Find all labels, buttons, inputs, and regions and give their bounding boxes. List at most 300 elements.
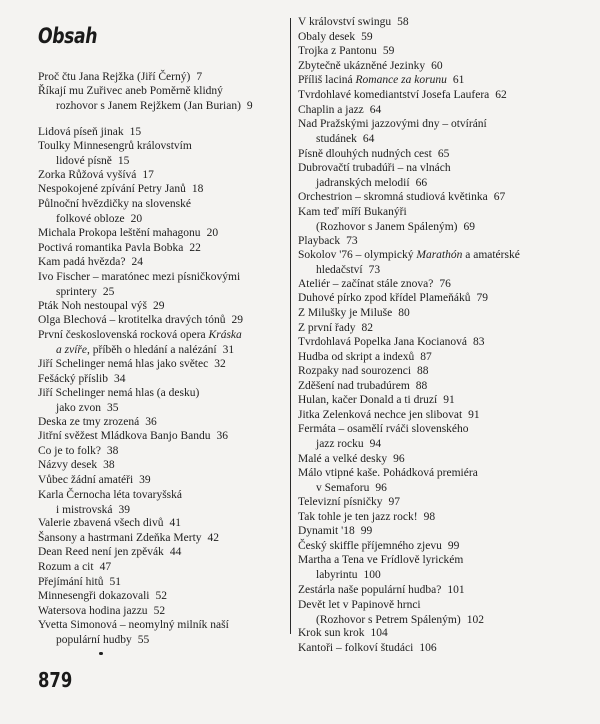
- toc-page-number: 9: [246, 99, 253, 112]
- toc-page-number: 82: [361, 322, 373, 334]
- toc-entry-title: Málo vtipné kaše. Pohádková premiéra: [298, 467, 478, 479]
- toc-page-number: 104: [370, 627, 388, 639]
- toc-entry: [38, 415, 288, 430]
- toc-entry-title: Hulan, kačer Donald a ti druzí: [298, 394, 438, 406]
- toc-entry-title: Watersova hodina jazzu: [38, 605, 148, 617]
- toc-entry-title: Ateliér – začínat stále znova?: [298, 278, 434, 290]
- toc-entry-line: [38, 270, 288, 285]
- toc-entry: [38, 226, 288, 241]
- toc-entry-line: [298, 481, 578, 496]
- toc-entry-line: [298, 277, 578, 292]
- toc-entry-line: [38, 618, 288, 633]
- toc-entry-line: [298, 568, 578, 583]
- toc-page-number: 96: [375, 481, 387, 494]
- toc-page-number: 29: [152, 300, 165, 312]
- toc-entry-line: [298, 539, 578, 554]
- toc-entry: [38, 197, 288, 226]
- toc-entry-title: V království swingu: [298, 16, 392, 28]
- toc-entry-title: Tak tohle je ten jazz rock!: [298, 511, 418, 523]
- toc-entry: [38, 473, 288, 488]
- toc-entry-line: [38, 197, 288, 212]
- toc-entry-title: Co je to folk?: [38, 445, 101, 457]
- toc-entry-line: [38, 473, 288, 488]
- toc-entry-line: [298, 132, 578, 147]
- toc-entry: [38, 255, 288, 270]
- toc-entry-line: [38, 444, 288, 459]
- toc-page-number: 60: [431, 60, 443, 72]
- toc-entry: [298, 641, 578, 656]
- toc-entry-line: [38, 168, 288, 183]
- toc-page-number: 102: [466, 613, 484, 626]
- toc-entry: [38, 299, 288, 314]
- toc-page-number: 18: [191, 183, 204, 195]
- toc-page-number: 99: [447, 540, 460, 552]
- toc-entry-title: Toulky Minnesengrů královstvím: [38, 140, 192, 152]
- toc-entry-title: Nespokojené zpívání Petry Janů: [38, 183, 186, 195]
- toc-entry: [38, 516, 288, 531]
- toc-entry-line: [298, 364, 578, 379]
- toc-entry-title: Písně dlouhých nudných cest: [298, 148, 432, 160]
- toc-entry-line: [298, 117, 578, 132]
- toc-entry-line: [298, 626, 578, 641]
- toc-entry: [38, 429, 288, 444]
- toc-page-number: 36: [216, 430, 228, 442]
- toc-entry-line: [298, 598, 578, 613]
- toc-entry: [298, 277, 578, 292]
- toc-entry: [38, 328, 288, 357]
- toc-entry: [298, 30, 578, 45]
- toc-entry-line: [38, 488, 288, 503]
- toc-page-number: 7: [196, 71, 203, 83]
- toc-entry-title: Sokolov '76 – olympický: [298, 249, 417, 261]
- toc-entry: [38, 444, 288, 459]
- toc-entry-title: Příliš laciná: [298, 74, 356, 86]
- toc-entry-line: [38, 255, 288, 270]
- toc-entry-title: Olga Blechová – krotitelka dravých tónů: [38, 314, 226, 326]
- toc-entry-title: Trojka z Pantonu: [298, 45, 377, 57]
- toc-entry-line: [38, 343, 288, 358]
- toc-entry-line: [38, 401, 288, 416]
- toc-entry-line: [38, 241, 288, 256]
- toc-entry-title: , příběh o hledání a nalézání: [86, 343, 217, 356]
- page-heading: Obsah: [38, 24, 98, 48]
- toc-entry: [298, 510, 578, 525]
- toc-page-number: 66: [415, 176, 428, 189]
- toc-entry-line: [298, 220, 578, 235]
- toc-entry-line: [298, 30, 578, 45]
- toc-page-number: 80: [398, 307, 410, 319]
- toc-entry-title: Minnesengři dokazovali: [38, 590, 150, 602]
- toc-entry-line: [38, 531, 288, 546]
- toc-entry-line: [298, 379, 578, 394]
- toc-page-number: 87: [420, 351, 432, 363]
- toc-entry-line: [298, 15, 578, 30]
- toc-entry-line: [38, 212, 288, 227]
- toc-page-number: 29: [231, 314, 243, 326]
- toc-entry: [298, 583, 578, 598]
- toc-entry-title: i mistrovská: [56, 503, 113, 516]
- toc-entry-title: Rozum a cit: [38, 561, 94, 573]
- toc-page-number: 51: [109, 576, 121, 588]
- toc-entry-title: rozhovor s Janem Rejžkem (Jan Burian): [56, 99, 241, 112]
- toc-entry-line: [38, 357, 288, 372]
- toc-page-number: 76: [439, 278, 451, 290]
- toc-entry-line: [38, 458, 288, 473]
- toc-entry: [298, 306, 578, 321]
- toc-entry-line: [38, 560, 288, 575]
- toc-page-number: 24: [131, 256, 143, 268]
- toc-entry-line: [38, 154, 288, 169]
- toc-entry-line: [38, 84, 288, 99]
- toc-page-number: 38: [103, 459, 115, 471]
- toc-entry-line: [298, 335, 578, 350]
- toc-page-number: 97: [388, 496, 400, 508]
- toc-page-number: 83: [472, 336, 485, 348]
- toc-entry: [38, 70, 288, 85]
- toc-entry: [298, 422, 578, 451]
- toc-entry: [38, 372, 288, 387]
- toc-entry-line: [38, 575, 288, 590]
- toc-page-number: 101: [447, 584, 465, 596]
- toc-entry: [298, 103, 578, 118]
- toc-entry-line: [298, 495, 578, 510]
- toc-entry-title: Tvrdohlavé komediantství Josefa Laufera: [298, 89, 490, 101]
- toc-entry-title: Obaly desek: [298, 31, 356, 43]
- toc-entry-title: Kam padá hvězda?: [38, 256, 126, 268]
- toc-entry-line: [298, 291, 578, 306]
- toc-entry-title: Karla Černocha léta tovaryšská: [38, 489, 183, 501]
- toc-entry-line: [38, 125, 288, 140]
- toc-entry: [38, 531, 288, 546]
- toc-entry-title: Jitřní svěžest Mládkova Banjo Bandu: [38, 430, 211, 442]
- toc-entry-title: Šansony a hastrmani Zdeňka Merty: [38, 532, 202, 544]
- toc-entry: [298, 190, 578, 205]
- toc-entry-title: Proč čtu Jana Rejžka (Jiří Černý): [38, 71, 191, 83]
- toc-entry-title: Televizní písničky: [298, 496, 383, 508]
- toc-entry-line: [298, 190, 578, 205]
- toc-page-number: 39: [118, 503, 131, 516]
- toc-entry-title: Malé a velké desky: [298, 453, 388, 465]
- toc-page-number: 55: [137, 633, 150, 646]
- toc-entry-line: [298, 205, 578, 220]
- toc-entry-title: Dynamit '18: [298, 525, 355, 537]
- toc-entry-line: [38, 545, 288, 560]
- toc-entry-line: [298, 73, 578, 88]
- toc-entry-title: Ivo Fischer – maratónec mezi písničkovými: [38, 271, 241, 283]
- toc-entry: [298, 364, 578, 379]
- toc-entry-line: [298, 510, 578, 525]
- toc-entry-line: [298, 248, 578, 263]
- toc-entry-title: Michala Prokopa leštění mahagonu: [38, 227, 201, 239]
- toc-entry: [38, 125, 288, 140]
- toc-page-number: 58: [397, 16, 409, 28]
- toc-entry: [298, 88, 578, 103]
- toc-entry-line: [298, 524, 578, 539]
- toc-page-number: 25: [102, 285, 115, 298]
- toc-page-number: 98: [423, 511, 436, 523]
- toc-page-number: 88: [417, 365, 429, 377]
- toc-entry-line: [298, 437, 578, 452]
- toc-entry-title: hledačství: [316, 263, 363, 276]
- toc-page-number: 99: [360, 525, 373, 537]
- toc-page-number: 94: [369, 437, 382, 450]
- column-divider: [290, 18, 291, 634]
- toc-entry: [38, 84, 288, 113]
- toc-entry-title: Krok sun krok: [298, 627, 365, 639]
- toc-entry: [38, 386, 288, 415]
- toc-entry-title: jazz rocku: [316, 437, 364, 450]
- toc-entry: [38, 139, 288, 168]
- toc-entry: [298, 393, 578, 408]
- toc-entry-line: [38, 516, 288, 531]
- toc-entry-title: Fešácký příslib: [38, 373, 108, 385]
- toc-entry-italic: a zvíře: [56, 343, 87, 356]
- toc-page-number: 106: [419, 642, 437, 654]
- toc-entry-line: [298, 641, 578, 656]
- toc-entry: [38, 458, 288, 473]
- toc-entry-title: studánek: [316, 132, 357, 145]
- toc-entry-line: [298, 350, 578, 365]
- toc-entry: [298, 495, 578, 510]
- toc-entry-title: Chaplin a jazz: [298, 104, 364, 116]
- toc-page-number: 73: [368, 263, 381, 276]
- toc-entry-line: [38, 429, 288, 444]
- toc-entry-line: [298, 234, 578, 249]
- toc-entry-title: Dean Reed není jen zpěvák: [38, 546, 164, 558]
- toc-page-number: 20: [206, 227, 219, 239]
- toc-entry-title: Zorka Růžová vyšívá: [38, 169, 137, 181]
- toc-entry-title: Martha a Tena ve Frídlově lyrickém: [298, 554, 464, 566]
- toc-entry-line: [298, 176, 578, 191]
- toc-entry-line: [298, 613, 578, 628]
- toc-entry-title: Půlnoční hvězdičky na slovenské: [38, 198, 191, 210]
- toc-entry-title: sprintery: [56, 285, 97, 298]
- toc-page-number: 42: [207, 532, 220, 544]
- toc-page-number: 47: [99, 561, 112, 573]
- toc-page-number: 52: [155, 590, 167, 602]
- toc-page-number: 91: [443, 394, 455, 406]
- toc-entry-line: [298, 452, 578, 467]
- toc-entry-title: Duhové pírko zpod křídel Plameňáků: [298, 292, 471, 304]
- toc-entry-line: [298, 59, 578, 74]
- toc-entry-title: Jiří Schelinger nemá hlas (a desku): [38, 387, 200, 399]
- toc-entry-title: jako zvon: [56, 401, 102, 414]
- toc-entry-title: Valerie zbavená všech divů: [38, 517, 164, 529]
- toc-page-number: 15: [117, 154, 130, 167]
- toc-entry: [298, 524, 578, 539]
- toc-entry: [298, 205, 578, 234]
- toc-page-number: 69: [463, 220, 475, 233]
- toc-entry-italic: Kráska: [208, 329, 242, 341]
- toc-entry-line: [38, 285, 288, 300]
- toc-entry-line: [38, 604, 288, 619]
- toc-entry-line: [298, 306, 578, 321]
- toc-page-number: 39: [139, 474, 151, 486]
- toc-page-number: 65: [437, 148, 450, 160]
- toc-entry: [298, 248, 578, 277]
- toc-entry: [38, 545, 288, 560]
- toc-entry: [38, 618, 288, 647]
- toc-entry-line: [298, 161, 578, 176]
- toc-entry: [298, 553, 578, 582]
- toc-page-number: 88: [415, 380, 428, 392]
- toc-entry-line: [38, 139, 288, 154]
- toc-entry: [298, 350, 578, 365]
- toc-entry-title: Tvrdohlavá Popelka Jana Kocianová: [298, 336, 467, 348]
- toc-entry-title: Devět let v Papinově hrnci: [298, 599, 421, 611]
- toc-entry-title: Kantoři – folkoví študáci: [298, 642, 414, 654]
- toc-entry-line: [38, 299, 288, 314]
- toc-entry-line: [38, 386, 288, 401]
- toc-page-number: 96: [393, 453, 405, 465]
- toc-entry-line: [298, 103, 578, 118]
- toc-entry-title: Říkají mu Zuřivec aneb Poměrně klidný: [38, 85, 223, 97]
- toc-entry-title: Playback: [298, 235, 341, 247]
- toc-entry-title: a amatérské: [462, 249, 520, 261]
- toc-entry-title: labyrintu: [316, 568, 358, 581]
- toc-entry: [38, 575, 288, 590]
- toc-entry-line: [38, 99, 288, 114]
- toc-page-number: 36: [145, 416, 157, 428]
- toc-entry-title: lidové písně: [56, 154, 112, 167]
- toc-entry-line: [298, 393, 578, 408]
- toc-entry-title: Jiří Schelinger nemá hlas jako světec: [38, 358, 209, 370]
- toc-entry-title: Zbytečně ukázněné Jezinky: [298, 60, 426, 72]
- toc-entry: [298, 452, 578, 467]
- toc-entry-line: [298, 583, 578, 598]
- toc-entry-line: [38, 503, 288, 518]
- toc-page-number: 64: [362, 132, 375, 145]
- toc-entry: [38, 357, 288, 372]
- toc-page-number: 32: [214, 358, 226, 370]
- toc-entry-title: jadranských melodií: [316, 176, 410, 189]
- toc-entry: [298, 466, 578, 495]
- toc-entry-line: [38, 182, 288, 197]
- toc-entry-line: [38, 70, 288, 85]
- toc-entry-title: Český skiffle příjemného zjevu: [298, 540, 442, 552]
- toc-entry-line: [38, 313, 288, 328]
- toc-entry: [298, 626, 578, 641]
- toc-entry-title: Kam teď míří Bukanýři: [298, 206, 407, 218]
- toc-page-number: 31: [222, 343, 235, 356]
- toc-page-number: 35: [107, 401, 119, 414]
- toc-entry-line: [298, 321, 578, 336]
- toc-entry-line: [298, 147, 578, 162]
- toc-entry-title: populární hudby: [56, 633, 132, 646]
- toc-entry: [298, 44, 578, 59]
- toc-entry-line: [298, 263, 578, 278]
- toc-entry: [38, 241, 288, 256]
- toc-entry-title: Fermáta – osamělí rváči slovenského: [298, 423, 469, 435]
- toc-entry-title: Vůbec žádní amatéři: [38, 474, 134, 486]
- toc-entry: [298, 335, 578, 350]
- toc-page-number: 91: [468, 409, 480, 421]
- toc-entry-title: (Rozhovor s Janem Spáleným): [316, 220, 458, 233]
- toc-page-number: 15: [129, 126, 142, 138]
- toc-entry: [38, 589, 288, 604]
- toc-page-number: 73: [346, 235, 358, 247]
- toc-entry: [298, 147, 578, 162]
- toc-page-number: 44: [169, 546, 182, 558]
- toc-entry-title: Rozpaky nad sourozenci: [298, 365, 412, 377]
- toc-page-number: 41: [169, 517, 181, 529]
- toc-entry-title: Dubrovačtí trubadúři – na vlnách: [298, 162, 451, 174]
- toc-entry: [298, 539, 578, 554]
- page-number: 879: [38, 668, 73, 692]
- toc-entry-title: Z první řady: [298, 322, 356, 334]
- toc-entry-title: Yvetta Simonová – neomylný milník naší: [38, 619, 229, 631]
- toc-page-number: 59: [382, 45, 395, 57]
- toc-page-number: 38: [106, 445, 119, 457]
- toc-entry-line: [38, 633, 288, 648]
- toc-entry-title: První československá rocková opera: [38, 329, 209, 341]
- toc-entry-title: Orchestrion – skromná studiová květinka: [298, 191, 488, 203]
- toc-page-number: 17: [142, 169, 154, 181]
- toc-entry-title: (Rozhovor s Petrem Spáleným): [316, 613, 461, 626]
- toc-entry-line: [298, 408, 578, 423]
- toc-entry-title: v Semaforu: [316, 481, 370, 494]
- toc-page-number: 22: [189, 242, 201, 254]
- toc-entry-line: [38, 589, 288, 604]
- toc-entry: [298, 379, 578, 394]
- toc-entry: [38, 168, 288, 183]
- toc-entry: [38, 270, 288, 299]
- toc-entry-title: Pták Noh nestoupal výš: [38, 300, 147, 312]
- toc-entry: [298, 117, 578, 146]
- toc-entry-title: Přejímání hitů: [38, 576, 104, 588]
- toc-entry-title: Deska ze tmy zrozená: [38, 416, 140, 428]
- toc-page-number: 20: [130, 212, 143, 225]
- toc-page-number: 79: [476, 292, 488, 304]
- toc-entry-line: [38, 415, 288, 430]
- toc-entry-title: Lidová píseň jinak: [38, 126, 124, 138]
- toc-entry: [298, 59, 578, 74]
- toc-entry: [298, 15, 578, 30]
- toc-entry-title: Nad Pražskými jazzovými dny – otvírání: [298, 118, 487, 130]
- toc-entry-title: Zestárla naše populární hudba?: [298, 584, 442, 596]
- toc-entry: [38, 313, 288, 328]
- toc-entry-title: folkové obloze: [56, 212, 125, 225]
- toc-entry: [298, 598, 578, 627]
- toc-entry-title: Poctivá romantika Pavla Bobka: [38, 242, 184, 254]
- toc-entry-line: [298, 466, 578, 481]
- toc-entry: [298, 408, 578, 423]
- toc-entry: [38, 560, 288, 575]
- toc-entry-title: Zděšení nad trubadúrem: [298, 380, 410, 392]
- toc-entry-line: [298, 553, 578, 568]
- toc-page-number: 100: [363, 568, 381, 581]
- toc-page-number: 62: [495, 89, 507, 101]
- toc-entry-title: Názvy desek: [38, 459, 98, 471]
- toc-entry: [298, 234, 578, 249]
- toc-entry-title: Z Milušky je Miluše: [298, 307, 393, 319]
- toc-entry-line: [38, 372, 288, 387]
- toc-entry: [298, 161, 578, 190]
- toc-entry: [38, 182, 288, 197]
- toc-entry-line: [298, 422, 578, 437]
- toc-entry: [298, 73, 578, 88]
- toc-entry: [38, 488, 288, 517]
- toc-entry-title: Hudba od skript a indexů: [298, 351, 415, 363]
- toc-entry-line: [38, 328, 288, 343]
- toc-page-number: 59: [361, 31, 373, 43]
- toc-entry-line: [38, 226, 288, 241]
- toc-entry-title: Jitka Zelenková nechce jen slibovat: [298, 409, 463, 421]
- toc-entry-line: [298, 88, 578, 103]
- toc-page-number: 64: [369, 104, 382, 116]
- toc-entry: [298, 321, 578, 336]
- toc-entry: [298, 291, 578, 306]
